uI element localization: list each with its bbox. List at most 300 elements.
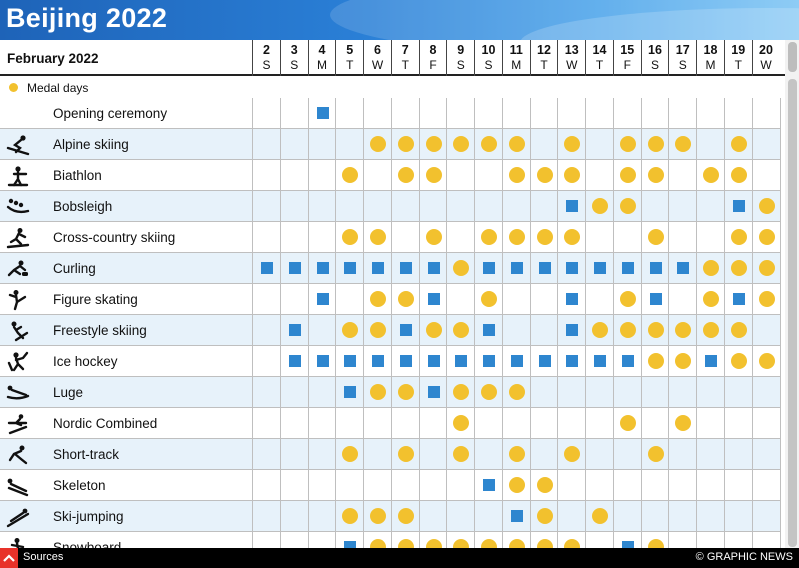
medal-day-marker (509, 167, 525, 183)
medal-day-marker (620, 415, 636, 431)
medal-day-marker (481, 136, 497, 152)
sport-name: Luge (53, 385, 84, 400)
schedule-cell (557, 129, 585, 160)
sources-toggle-button[interactable] (0, 548, 18, 568)
medal-day-marker (537, 167, 553, 183)
schedule-cell (391, 253, 419, 284)
schedule-cell (280, 470, 308, 501)
schedule-cell (308, 346, 336, 377)
schedule-cell (391, 377, 419, 408)
schedule-cell (668, 129, 696, 160)
schedule-cell (557, 160, 585, 191)
schedule-cell (696, 129, 724, 160)
schedule-cell (752, 222, 780, 253)
schedule-cell (446, 408, 474, 439)
schedule-cell (613, 284, 641, 315)
schedule-cell (557, 253, 585, 284)
schedule-cell (696, 98, 724, 129)
medal-day-marker (592, 508, 608, 524)
schedule-cell (363, 160, 391, 191)
header-scroll-thumb[interactable] (788, 42, 797, 72)
medal-day-marker (564, 167, 580, 183)
medal-day-marker (342, 229, 358, 245)
schedule-cell (641, 470, 669, 501)
schedule-cell (530, 98, 558, 129)
schedule-cell (280, 439, 308, 470)
schedule-cell (446, 253, 474, 284)
schedule-row (0, 222, 781, 253)
event-day-marker (677, 262, 689, 274)
weekday-letter: F (429, 58, 437, 72)
schedule-cell (446, 315, 474, 346)
medal-day-marker (426, 322, 442, 338)
schedule-cell (391, 222, 419, 253)
schedule-cell (419, 470, 447, 501)
medal-day-marker (453, 384, 469, 400)
schedule-row (0, 98, 781, 129)
page-title: Beijing 2022 (6, 3, 168, 33)
schedule-cell (335, 346, 363, 377)
schedule-cell (391, 408, 419, 439)
schedule-cell (391, 160, 419, 191)
schedule-cell (641, 346, 669, 377)
schedule-cell (280, 253, 308, 284)
alpine-skiing-icon (6, 134, 30, 156)
medal-day-marker (453, 322, 469, 338)
schedule-cell (585, 501, 613, 532)
schedule-cell (557, 377, 585, 408)
medal-day-marker (509, 229, 525, 245)
day-column-header (474, 40, 502, 76)
schedule-cell (446, 129, 474, 160)
schedule-cell (502, 315, 530, 346)
schedule-cell (557, 346, 585, 377)
schedule-cell (474, 315, 502, 346)
schedule-cell (585, 98, 613, 129)
day-number: 15 (620, 43, 635, 57)
schedule-cell (530, 346, 558, 377)
schedule-row (0, 470, 781, 501)
weekday-letter: S (456, 58, 465, 72)
credit-label: © GRAPHIC NEWS (695, 551, 793, 563)
medal-day-marker (370, 229, 386, 245)
legend (0, 78, 785, 98)
schedule-cell (641, 315, 669, 346)
medal-day-marker (648, 136, 664, 152)
schedule-cell (252, 315, 280, 346)
schedule-row (0, 160, 781, 191)
day-column-header (724, 40, 752, 76)
day-number: 11 (509, 43, 523, 57)
sport-name: Ice hockey (53, 354, 118, 369)
schedule-cell (308, 501, 336, 532)
schedule-cell (252, 253, 280, 284)
title-banner (0, 0, 799, 40)
schedule-cell (419, 160, 447, 191)
schedule-cell (308, 284, 336, 315)
medal-day-marker (703, 167, 719, 183)
sources-link[interactable]: Sources (23, 551, 64, 563)
schedule-cell (641, 191, 669, 222)
schedule-cell (752, 377, 780, 408)
medal-day-marker (731, 353, 747, 369)
schedule-cell (752, 129, 780, 160)
sport-name: Curling (53, 261, 96, 276)
event-day-marker (650, 262, 662, 274)
schedule-cell (419, 439, 447, 470)
schedule-cell (668, 315, 696, 346)
day-number: 17 (675, 43, 690, 57)
medal-day-marker (481, 291, 497, 307)
schedule-cell (752, 98, 780, 129)
schedule-cell (585, 253, 613, 284)
medal-day-marker (675, 415, 691, 431)
event-day-marker (566, 262, 578, 274)
schedule-cell (419, 222, 447, 253)
schedule-cell (585, 284, 613, 315)
medal-day-marker (648, 446, 664, 462)
schedule-cell (641, 501, 669, 532)
skeleton-icon (6, 475, 30, 497)
schedule-cell (391, 439, 419, 470)
schedule-cell (696, 191, 724, 222)
schedule-cell (752, 408, 780, 439)
schedule-cell (419, 129, 447, 160)
schedule-cell (363, 346, 391, 377)
grid-line (780, 222, 781, 253)
schedule-cell (724, 439, 752, 470)
day-number: 8 (429, 43, 437, 57)
schedule-cell (530, 470, 558, 501)
schedule-cell (335, 377, 363, 408)
grid-line (780, 315, 781, 346)
schedule-cell (391, 129, 419, 160)
day-column-header (419, 40, 447, 76)
schedule-cell (668, 377, 696, 408)
schedule-cell (557, 315, 585, 346)
schedule-row (0, 315, 781, 346)
event-day-marker (428, 355, 440, 367)
schedule-cell (530, 501, 558, 532)
medal-day-marker (342, 446, 358, 462)
schedule-cell (668, 501, 696, 532)
schedule-cell (335, 408, 363, 439)
medal-day-marker (509, 136, 525, 152)
schedule-cell (280, 284, 308, 315)
schedule-cell (391, 98, 419, 129)
medal-day-marker (509, 446, 525, 462)
schedule-cell (363, 501, 391, 532)
weekday-letter: M (705, 58, 716, 72)
event-day-marker (511, 355, 523, 367)
schedule-cell (613, 439, 641, 470)
event-day-marker (400, 355, 412, 367)
event-day-marker (539, 355, 551, 367)
medal-day-marker (731, 229, 747, 245)
grid-line (780, 408, 781, 439)
day-column-header (280, 40, 308, 76)
schedule-cell (502, 470, 530, 501)
schedule-cell (391, 346, 419, 377)
schedule-cell (585, 315, 613, 346)
freestyle-skiing-icon (6, 320, 30, 342)
sport-name: Figure skating (53, 292, 138, 307)
weekday-letter: M (511, 58, 522, 72)
schedule-cell (668, 346, 696, 377)
schedule-row (0, 191, 781, 222)
grid-line (780, 439, 781, 470)
schedule-row (0, 346, 781, 377)
schedule-cell (252, 98, 280, 129)
schedule-row (0, 253, 781, 284)
schedule-cell (474, 439, 502, 470)
schedule-cell (252, 439, 280, 470)
schedule-cell (391, 315, 419, 346)
schedule-cell (335, 253, 363, 284)
schedule-cell (557, 284, 585, 315)
schedule-cell (724, 222, 752, 253)
schedule-cell (446, 160, 474, 191)
schedule-cell (696, 470, 724, 501)
schedule-cell (474, 98, 502, 129)
schedule-cell (252, 377, 280, 408)
schedule-cell (474, 408, 502, 439)
weekday-letter: S (262, 58, 271, 72)
weekday-letter: M (317, 58, 327, 72)
event-day-marker (317, 293, 329, 305)
schedule-cell (308, 253, 336, 284)
schedule-cell (530, 439, 558, 470)
event-day-marker (344, 355, 356, 367)
event-day-marker (566, 200, 578, 212)
schedule-cell (641, 253, 669, 284)
day-column-header (363, 40, 391, 76)
schedule-cell (585, 191, 613, 222)
medal-day-marker (509, 384, 525, 400)
medal-day-marker (342, 508, 358, 524)
schedule-cell (696, 408, 724, 439)
schedule-cell (641, 222, 669, 253)
grid-line (780, 470, 781, 501)
schedule-cell (668, 284, 696, 315)
schedule-cell (363, 222, 391, 253)
schedule-cell (724, 191, 752, 222)
schedule-cell (530, 222, 558, 253)
event-day-marker (483, 479, 495, 491)
schedule-cell (696, 439, 724, 470)
schedule-cell (613, 377, 641, 408)
schedule-cell (752, 253, 780, 284)
event-day-marker (344, 262, 356, 274)
schedule-cell (280, 129, 308, 160)
schedule-cell (502, 377, 530, 408)
event-day-marker (317, 107, 329, 119)
schedule-cell (308, 222, 336, 253)
schedule-cell (668, 439, 696, 470)
schedule-cell (419, 377, 447, 408)
day-column-header (530, 40, 558, 76)
sport-name: Ski-jumping (53, 509, 124, 524)
schedule-cell (668, 98, 696, 129)
schedule-cell (280, 346, 308, 377)
medal-day-marker (703, 291, 719, 307)
weekday-letter: W (760, 58, 772, 72)
day-number: 7 (401, 43, 409, 57)
schedule-cell (585, 346, 613, 377)
schedule-cell (668, 470, 696, 501)
schedule-cell (308, 439, 336, 470)
schedule-cell (696, 160, 724, 191)
schedule-cell (419, 408, 447, 439)
schedule-cell (335, 129, 363, 160)
event-day-marker (317, 262, 329, 274)
medal-dot-icon (9, 83, 18, 92)
schedule-cell (308, 160, 336, 191)
schedule-cell (585, 222, 613, 253)
schedule-cell (363, 129, 391, 160)
event-day-marker (344, 386, 356, 398)
schedule-cell (419, 315, 447, 346)
medal-day-marker (426, 167, 442, 183)
schedule-cell (557, 501, 585, 532)
medal-day-marker (759, 198, 775, 214)
schedule-cell (474, 501, 502, 532)
schedule-cell (363, 408, 391, 439)
event-day-marker (483, 355, 495, 367)
schedule-cell (446, 377, 474, 408)
schedule-cell (363, 439, 391, 470)
figure-skating-icon (6, 289, 30, 311)
medal-day-marker (453, 446, 469, 462)
schedule-cell (613, 501, 641, 532)
weekday-letter: T (734, 58, 742, 72)
schedule-cell (335, 315, 363, 346)
curling-icon (6, 258, 30, 280)
schedule-cell (668, 222, 696, 253)
weekday-letter: T (346, 58, 354, 72)
event-day-marker (594, 355, 606, 367)
schedule-cell (557, 191, 585, 222)
bobsleigh-icon (6, 196, 30, 218)
medal-day-marker (675, 136, 691, 152)
schedule-cell (585, 408, 613, 439)
day-number: 10 (481, 43, 496, 57)
medal-day-marker (731, 260, 747, 276)
schedule-cell (280, 191, 308, 222)
schedule-cell (474, 222, 502, 253)
medal-day-marker (370, 322, 386, 338)
sport-name: Cross-country skiing (53, 230, 176, 245)
schedule-cell (252, 160, 280, 191)
schedule-cell (752, 315, 780, 346)
schedule-cell (502, 501, 530, 532)
medal-day-marker (398, 136, 414, 152)
event-day-marker (733, 293, 745, 305)
schedule-cell (613, 98, 641, 129)
medal-day-marker (537, 229, 553, 245)
schedule-cell (308, 315, 336, 346)
schedule-cell (419, 191, 447, 222)
schedule-cell (502, 129, 530, 160)
event-day-marker (455, 355, 467, 367)
medal-day-marker (370, 508, 386, 524)
event-day-marker (511, 510, 523, 522)
medal-day-marker (398, 167, 414, 183)
schedule-cell (613, 408, 641, 439)
schedule-cell (724, 315, 752, 346)
schedule-cell (752, 346, 780, 377)
schedule-cell (641, 439, 669, 470)
day-number: 13 (564, 43, 579, 57)
schedule-cell (724, 377, 752, 408)
schedule-cell (502, 346, 530, 377)
schedule-cell (391, 191, 419, 222)
schedule-cell (419, 98, 447, 129)
schedule-cell (752, 284, 780, 315)
medal-day-marker (564, 446, 580, 462)
schedule-cell (557, 408, 585, 439)
medal-day-marker (675, 353, 691, 369)
luge-icon (6, 382, 30, 404)
day-number: 12 (537, 43, 551, 57)
medal-day-marker (398, 291, 414, 307)
schedule-cell (308, 129, 336, 160)
schedule-row (0, 439, 781, 470)
body-scroll-thumb[interactable] (788, 79, 797, 547)
schedule-cell (474, 129, 502, 160)
schedule-cell (502, 284, 530, 315)
medal-day-marker (620, 291, 636, 307)
schedule-cell (280, 408, 308, 439)
event-day-marker (289, 262, 301, 274)
event-day-marker (289, 324, 301, 336)
schedule-cell (502, 160, 530, 191)
medal-day-marker (537, 477, 553, 493)
schedule-cell (363, 284, 391, 315)
day-number: 3 (290, 43, 298, 57)
schedule-cell (530, 160, 558, 191)
medal-day-marker (648, 353, 664, 369)
schedule-cell (252, 408, 280, 439)
schedule-cell (446, 191, 474, 222)
day-number: 20 (759, 43, 773, 57)
medal-day-marker (703, 322, 719, 338)
day-number: 9 (457, 43, 465, 57)
schedule-cell (335, 191, 363, 222)
schedule-cell (752, 160, 780, 191)
event-day-marker (428, 293, 440, 305)
schedule-cell (613, 315, 641, 346)
event-day-marker (428, 386, 440, 398)
schedule-cell (530, 253, 558, 284)
schedule-cell (696, 346, 724, 377)
schedule-cell (252, 284, 280, 315)
day-number: 16 (648, 43, 662, 57)
schedule-cell (641, 408, 669, 439)
schedule-cell (252, 501, 280, 532)
day-number: 2 (263, 43, 270, 57)
schedule-cell (335, 284, 363, 315)
day-number: 18 (703, 43, 718, 57)
schedule-cell (613, 191, 641, 222)
event-day-marker (733, 200, 745, 212)
medal-day-marker (759, 353, 775, 369)
schedule-cell (474, 253, 502, 284)
schedule-cell (419, 501, 447, 532)
schedule-cell (252, 346, 280, 377)
schedule-cell (668, 160, 696, 191)
day-column-header (502, 40, 530, 76)
